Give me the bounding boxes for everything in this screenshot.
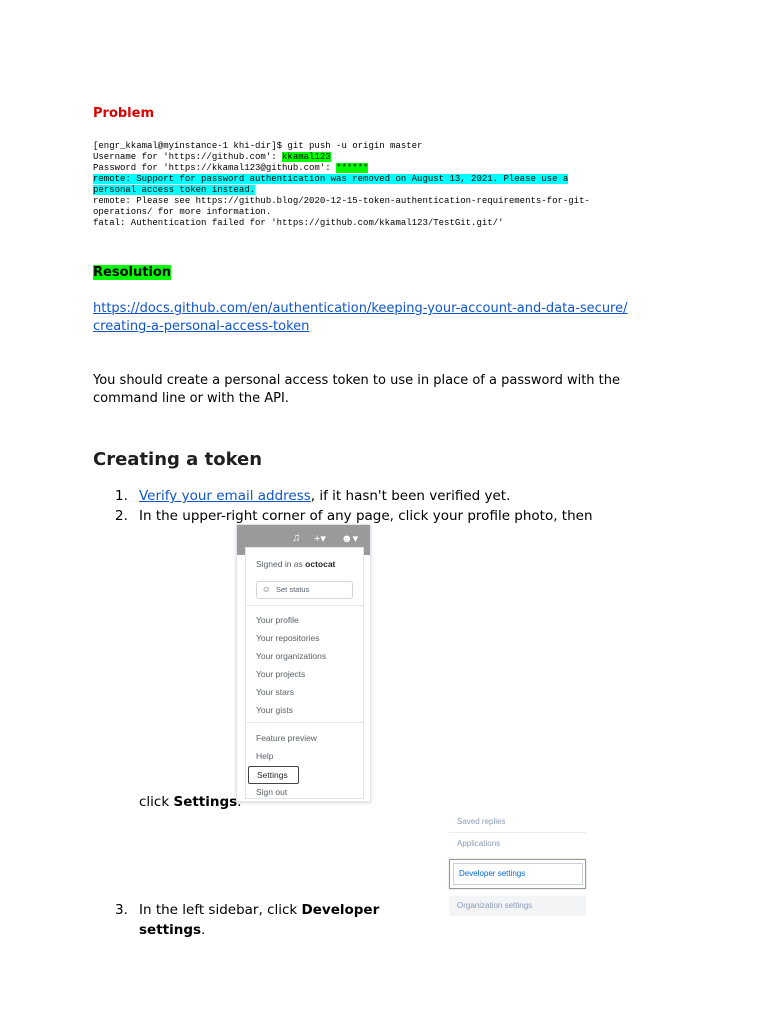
step-3-number: 3.: [115, 902, 128, 918]
menu-your-stars[interactable]: Your stars: [256, 687, 294, 697]
menu-organization-settings[interactable]: Organization settings: [457, 901, 533, 910]
divider: [449, 832, 586, 833]
code-line-3: Password for 'https://kkamal123@github.com':: [93, 163, 337, 173]
code-line-8: fatal: Authentication failed for 'https://github.com/kkamal123/TestGit.git/': [93, 218, 504, 228]
developer-settings-screenshot: [449, 810, 586, 916]
organization-settings-row[interactable]: [449, 896, 586, 916]
step-2-number: 2.: [115, 508, 128, 524]
menu-your-repositories[interactable]: Your repositories: [256, 633, 320, 643]
code-line-7: operations/ for more information.: [93, 207, 272, 217]
profile-dropdown-screenshot: [236, 524, 371, 802]
click-suffix: .: [237, 794, 242, 810]
smiley-icon: ☺: [262, 584, 271, 594]
docs-link-line-1[interactable]: https://docs.github.com/en/authentication/keeping-your-account-and-data-secure/: [93, 301, 628, 316]
click-prefix: click: [139, 794, 174, 810]
step-2: [0, 506, 768, 526]
docs-link-line-2[interactable]: creating-a-personal-access-token: [93, 319, 310, 334]
code-line-5: personal access token instead.: [93, 185, 256, 195]
set-status-button[interactable]: [256, 581, 353, 599]
signed-in-user: octocat: [305, 559, 336, 569]
avatar-icon: ☻▾: [341, 533, 359, 545]
menu-sign-out[interactable]: Sign out: [256, 787, 288, 797]
signed-in-label: [256, 559, 335, 569]
menu-applications[interactable]: Applications: [457, 839, 501, 848]
docs-link[interactable]: [93, 300, 693, 336]
password-highlight: ******: [336, 163, 369, 173]
developer-settings-bold: Developer settings: [139, 902, 380, 938]
menu-settings[interactable]: Settings: [257, 770, 288, 780]
menu-settings-highlight[interactable]: [248, 766, 299, 784]
divider: [246, 722, 363, 723]
step-1-rest: , if it hasn't been verified yet.: [310, 488, 511, 504]
code-line-4: remote: Support for password authentication was removed on August 13, 2021. Please use a: [93, 174, 569, 184]
signed-in-prefix: Signed in as: [256, 559, 306, 569]
verify-email-link[interactable]: Verify your email address: [139, 488, 311, 504]
step-3-pre: In the left sidebar, click: [139, 902, 302, 918]
problem-heading: Problem: [93, 106, 154, 121]
developer-settings-highlight[interactable]: [449, 859, 586, 889]
divider: [246, 605, 363, 606]
code-line-6: remote: Please see https://github.blog/2020-12-15-token-authentication-requirements-for-git-: [93, 196, 590, 206]
set-status-label: Set status: [276, 585, 310, 594]
menu-your-profile[interactable]: Your profile: [256, 615, 299, 625]
step-1-text: [139, 486, 510, 506]
step-1-number: 1.: [115, 488, 128, 504]
dropdown-panel: [245, 547, 364, 799]
menu-developer-settings[interactable]: Developer settings: [459, 869, 526, 878]
step-2-text: In the upper-right corner of any page, click your profile photo, then: [139, 508, 593, 524]
bell-icon: ♫: [292, 532, 301, 544]
code-block: [93, 141, 683, 229]
menu-feature-preview[interactable]: Feature preview: [256, 733, 317, 743]
menu-help[interactable]: Help: [256, 751, 274, 761]
step-3: [0, 900, 445, 938]
resolution-heading: Resolution: [93, 265, 172, 280]
settings-bold: Settings: [173, 794, 238, 810]
developer-settings-item[interactable]: [453, 863, 583, 885]
username-highlight: kkamal123: [282, 152, 331, 162]
step-1: [0, 486, 768, 506]
step-3-post: .: [201, 922, 206, 938]
step-2-continuation: [139, 792, 242, 812]
plus-icon: +▾: [314, 533, 326, 545]
code-line-2: Username for 'https://github.com':: [93, 152, 283, 162]
step-3-text: [139, 900, 445, 940]
menu-your-projects[interactable]: Your projects: [256, 669, 306, 679]
resolution-paragraph: You should create a personal access token to use in place of a password with the command line or with the API.: [93, 373, 621, 406]
section-title: Creating a token: [93, 449, 263, 470]
menu-saved-replies[interactable]: Saved replies: [457, 817, 506, 826]
menu-your-organizations[interactable]: Your organizations: [256, 651, 327, 661]
code-line-1: [engr_kkamal@myinstance-1 khi-dir]$ git push -u origin master: [93, 141, 423, 151]
menu-your-gists[interactable]: Your gists: [256, 705, 294, 715]
